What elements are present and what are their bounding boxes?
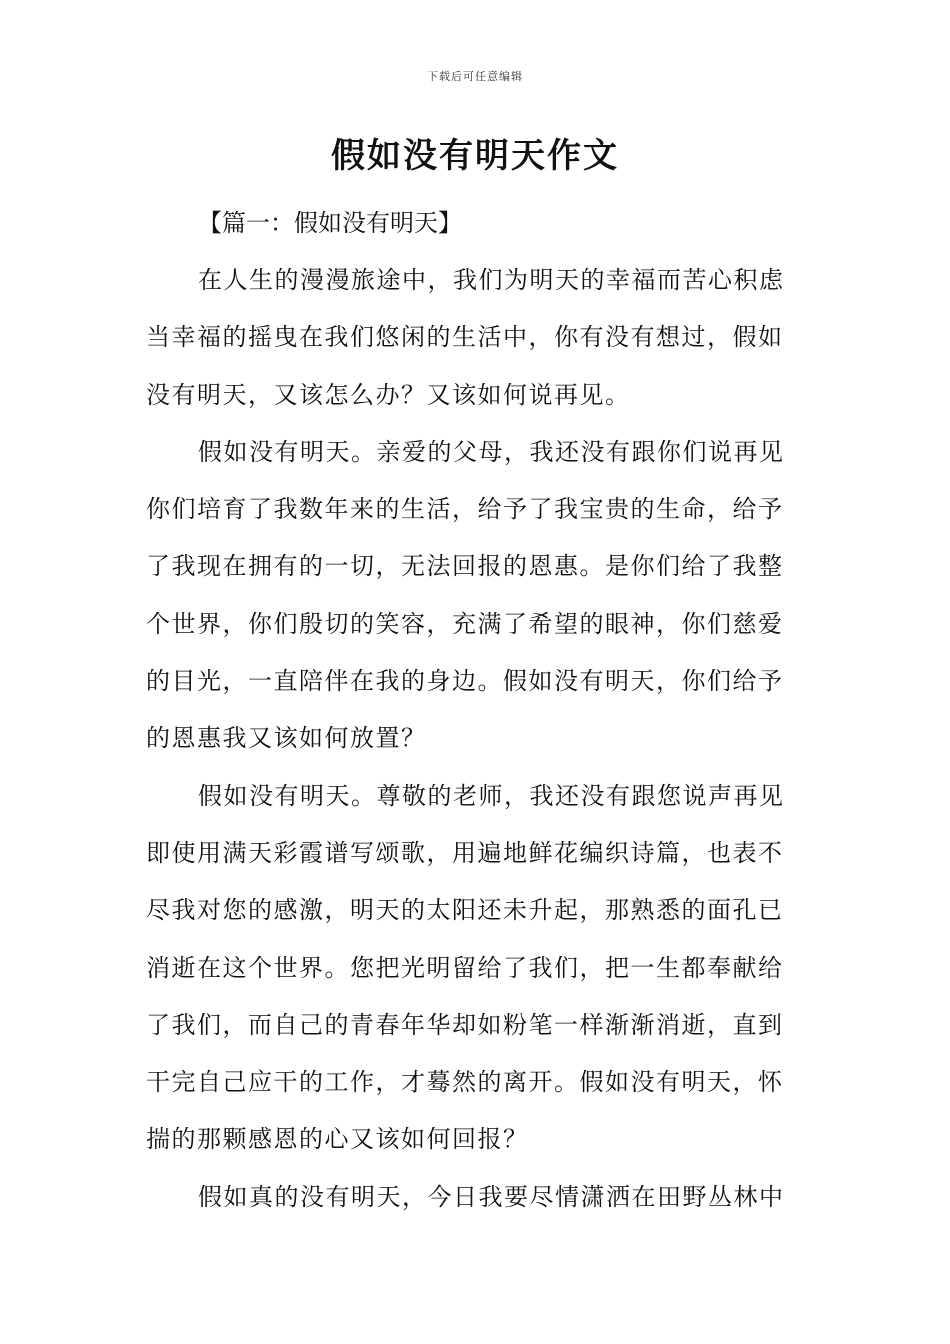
paragraph-line: 个世界，你们殷切的笑容，充满了希望的眼神，你们慈爱: [146, 609, 784, 638]
header-note: 下载后可任意编辑: [427, 70, 523, 83]
paragraph-line: 消逝在这个世界。您把光明留给了我们，把一生都奉献给: [146, 953, 784, 982]
paragraph-line: 了我们，而自己的青春年华却如粉笔一样渐渐消逝，直到: [146, 1010, 784, 1039]
paragraph-line: 你们培育了我数年来的生活，给予了我宝贵的生命，给予: [146, 495, 784, 524]
paragraph-line: 了我现在拥有的一切，无法回报的恩惠。是你们给了我整: [146, 552, 784, 581]
paragraph-line: 尽我对您的感激，明天的太阳还未升起，那熟悉的面孔已: [146, 896, 784, 925]
document-title: 假如没有明天作文: [331, 136, 619, 176]
paragraph-line: 当幸福的摇曳在我们悠闲的生活中，你有没有想过，假如: [146, 323, 784, 352]
paragraph-line: 假如真的没有明天，今日我要尽情潇洒在田野丛林中: [198, 1182, 785, 1211]
paragraph-line: 假如没有明天。亲爱的父母，我还没有跟你们说再见: [198, 437, 785, 466]
paragraph-line: 的恩惠我又该如何放置？: [146, 724, 427, 753]
section-heading: 【篇一：假如没有明天】: [198, 209, 462, 237]
paragraph-line: 没有明天，又该怎么办？又该如何说再见。: [146, 380, 631, 409]
paragraph-line: 揣的那颗感恩的心又该如何回报？: [146, 1125, 529, 1154]
paragraph-line: 即使用满天彩霞谱写颂歌，用遍地鲜花编织诗篇，也表不: [146, 838, 784, 867]
document-body: [146, 195, 808, 1226]
paragraph-line: 的目光，一直陪伴在我的身边。假如没有明天，你们给予: [146, 667, 784, 696]
paragraph-line: 干完自己应干的工作，才蓦然的离开。假如没有明天，怀: [146, 1068, 784, 1097]
paragraph-line: 在人生的漫漫旅途中，我们为明天的幸福而苦心积虑: [198, 266, 785, 294]
paragraph-line: 假如没有明天。尊敬的老师，我还没有跟您说声再见: [198, 781, 785, 810]
